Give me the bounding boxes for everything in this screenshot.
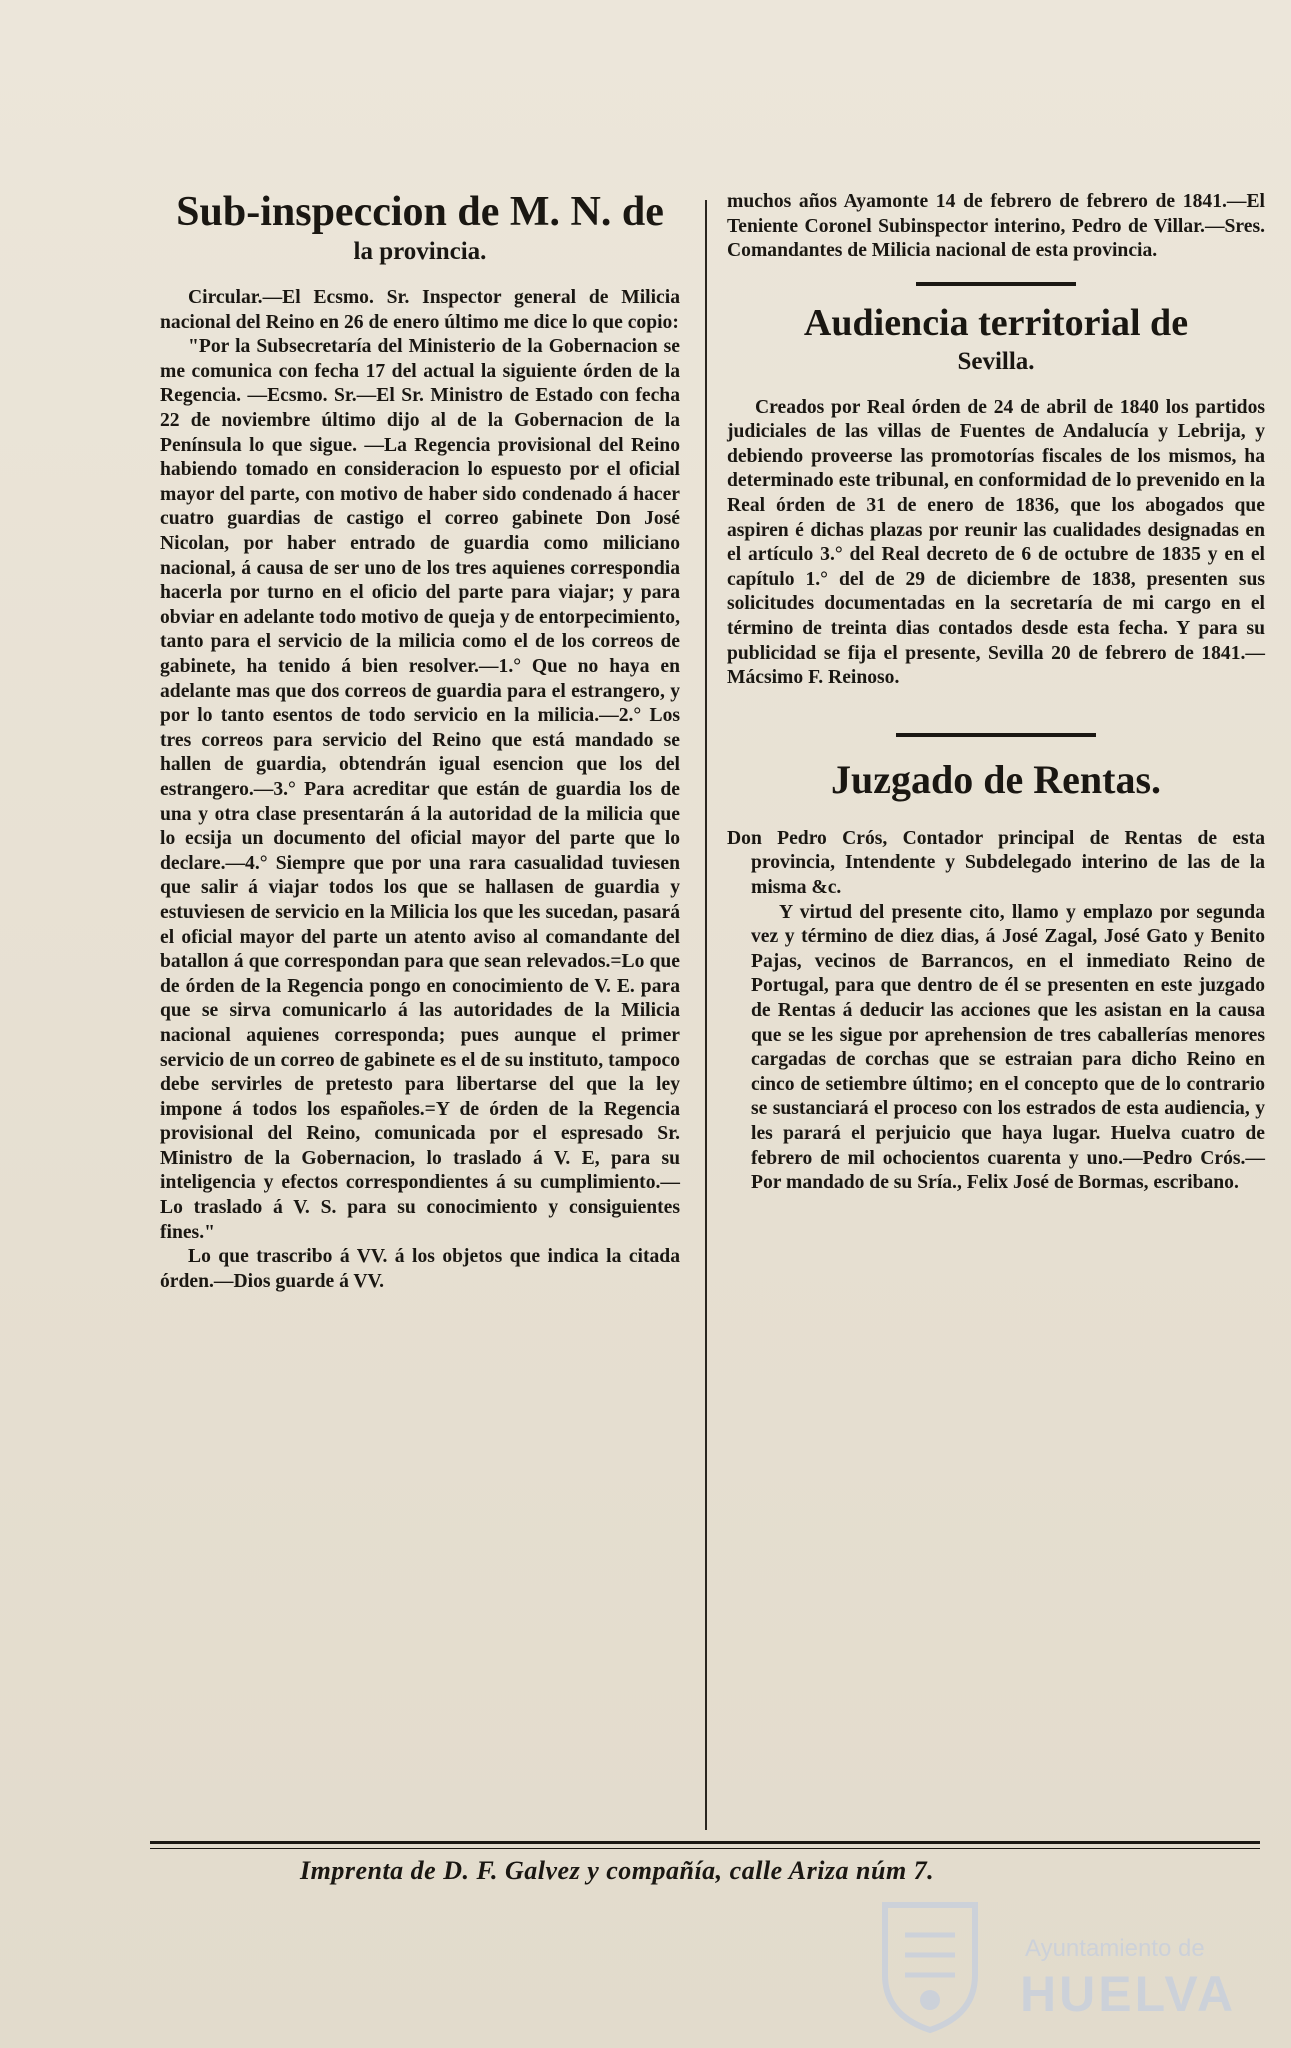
column-divider [705, 200, 707, 1830]
circular-intro: Circular.—El Ecsmo. Sr. Inspector general de Milicia nacional del Reino en 26 de enero último me dice lo que copio: [160, 287, 680, 333]
watermark-line1: Ayuntamiento de [1025, 1935, 1205, 1962]
footer-rule-thin [150, 1848, 1260, 1849]
footer-rule [150, 1841, 1260, 1844]
subinspeccion-subheading: la provincia. [353, 238, 487, 266]
juzgado-intro: Don Pedro Crós, Contador principal de Rentas de esta provincia, Intendente y Subdelegado interino de las de la misma &c. [727, 827, 1265, 898]
printer-imprint: Imprenta de D. F. Galvez y compañía, calle Ariza núm 7. [300, 1856, 935, 1885]
circular-body: "Por la Subsecretaría del Ministerio de la Gobernacion se me comunica con fecha 17 del actual la siguiente órden de la Regencia. —Ecsmo. Sr.—El Sr. Ministro de Estado con fecha 22 de noviembre último dijo al de la Gobernacion de la Península lo que sigue. —La Regencia provisional del Reino habiendo tomado en consideracion lo espuesto por el oficial mayor del parte, con motivo de haber sido condenado á hacer cuatro guardias de castigo el correo gabinete Don José Nicolan, por haber entrado de guardia como miliciano nacional, á causa de ser uno de los tres aquienes correspondia hacerla por turno en el oficio del parte para viajar; y para obviar en adelante todo motivo de queja y de entorpecimiento, tanto para el servicio de la milicia como el de los correos de gabinete, ha tenido á bien resolver.—1.° Que no haya en adelante mas que dos correos de guardia para el estrangero, y por lo tanto esentos de todo servicio en la milicia.—2.° Los tres correos para servicio del Reino que está mandado se hallen de guardia, obtendrán igual esencion que los del estrangero.—3.° Para acreditar que están de guardia los de una y otra clase presentarán á la autoridad de la milicia que lo ecsija un documento del oficial mayor del parte que lo declare.—4.° Siempre que por una rara casualidad tuviesen que salir á viajar todos los que se hallasen de guardia y estuviesen de servicio en la Milicia los que les sucedan, pasará el oficial mayor del parte un atento aviso al comandante del batallon á que correspondan para que sean relevados.=Lo que de órden de la Regencia pongo en conocimiento de V. E. para que se sirva comunicarlo á las autoridades de la Milicia nacional aquienes corresponda; pues aunque el primer servicio de un correo de gabinete es el de su instituto, tampoco debe servirles de pretesto para libertarse del que la ley impone á todos los españoles.=Y de órden de la Regencia provisional del Reino, comunicada por el espresado Sr. Ministro de la Gobernacion, lo traslado á V. E, para su inteligencia y efectos correspondientes á su cumplimiento.—Lo traslado á V. S. para su conocimiento y consiguientes fines." [160, 336, 680, 1243]
circular-continuation: muchos años Ayamonte 14 de febrero de febrero de 1841.—El Teniente Coronel Subinspector interino, Pedro de Villar.—Sres. Comandantes de Milicia nacional de esta provincia. [727, 191, 1265, 262]
juzgado-heading: Juzgado de Rentas. [830, 756, 1162, 802]
right-column [727, 190, 1265, 1196]
coat-of-arms-icon [875, 1895, 985, 2035]
watermark-line2: HUELVA [1020, 1966, 1237, 2022]
archive-watermark [875, 1895, 1235, 2035]
audiencia-text: Creados por Real órden de 24 de abril de 1840 los partidos judiciales de las villas de Fuentes de Andalucía y Lebrija, y debiendo proveerse las promotorías fiscales de los mismos, ha determinado este tribunal, en conformidad de lo prevenido en la Real órden de 31 de enero de 1836, que los abogados que aspiren é dichas plazas por reunir las cualidades designadas en el artículo 3.° del Real decreto de 6 de octubre de 1835 y en el capítulo 1.° del de 29 de diciembre de 1838, presenten sus solicitudes documentadas en la secretaría de mi cargo en el término de treinta dias contados desde esta fecha. Y para su publicidad se fija el presente, Sevilla 20 de febrero de 1841.—Mácsimo F. Reinoso. [727, 396, 1265, 689]
left-column [160, 190, 680, 1294]
audiencia-subheading: Sevilla. [957, 347, 1035, 375]
juzgado-text: Y virtud del presente cito, llamo y emplazo por segunda vez y término de diez dias, á José Zagal, José Gato y Benito Pajas, vecinos de Barrancos, en el inmediato Reino de Portugal, para que dentro de él se presenten en este juzgado de Rentas á deducir las acciones que les asistan en la causa que se les sigue por aprehension de tres caballerías menores cargadas de corchas que se estraian para dicho Reino en cinco de setiembre último; en el concepto que de lo contrario se sustanciará el proceso con los estrados de esta audiencia, y les parará el perjuicio que haya lugar. Huelva cuatro de febrero de mil ochocientos cuarenta y uno.—Pedro Crós.—Por mandado de su Sría., Felix José de Bormas, escribano. [751, 901, 1265, 1194]
section-divider [896, 733, 1096, 737]
audiencia-heading: Audiencia territorial de [803, 301, 1189, 344]
circular-closing: Lo que trascribo á VV. á los objetos que indica la citada órden.—Dios guarde á VV. [160, 1246, 680, 1292]
section-divider [916, 282, 1076, 286]
subinspeccion-heading: Sub-inspeccion de M. N. de [176, 189, 664, 235]
